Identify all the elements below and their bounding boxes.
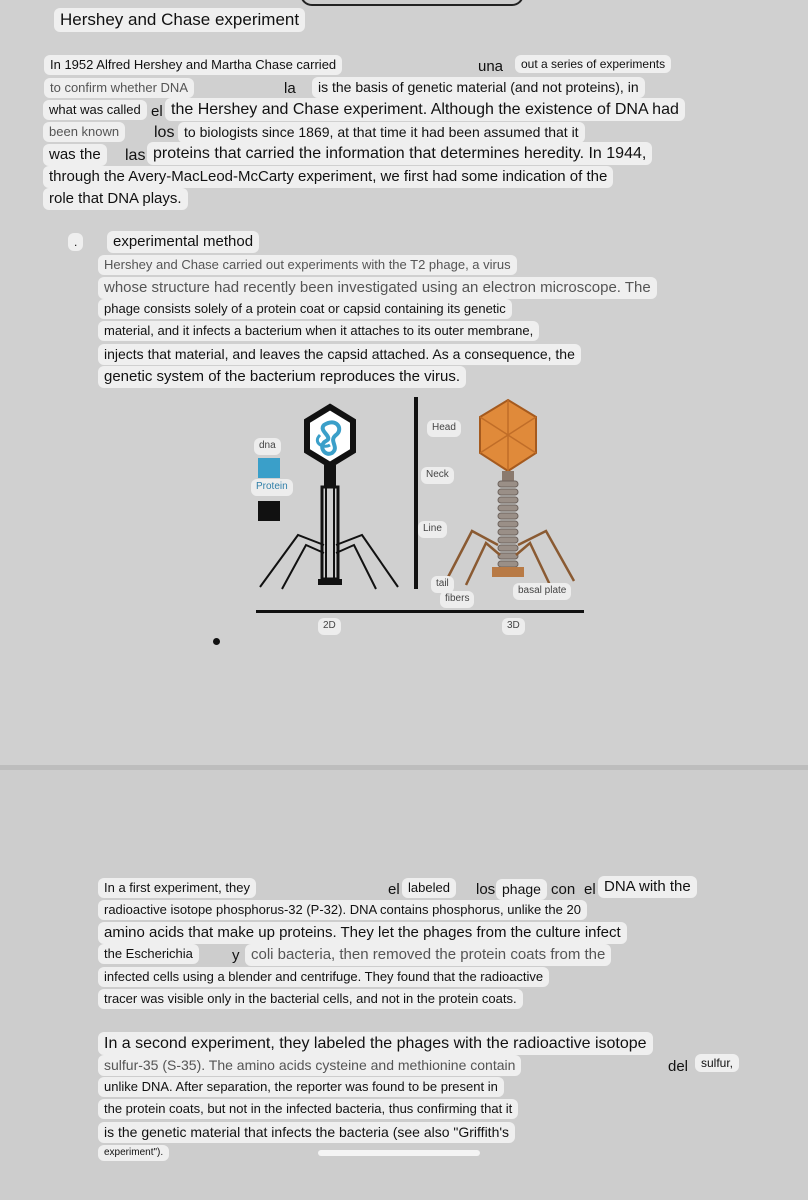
bullet-dot <box>213 638 220 645</box>
intro-line-5-rest: proteins that carried the information that determines heredity. In 1944, <box>147 142 652 165</box>
document-page-2 <box>0 770 808 1200</box>
phage-2d-icon <box>260 407 398 589</box>
intro-line-4: been known <box>43 122 125 142</box>
intro-line-1: In 1952 Alfred Hershey and Martha Chase carried <box>44 55 342 75</box>
label-fibers: fibers <box>440 591 474 608</box>
intro-line-2: to confirm whether DNA <box>44 78 194 98</box>
method-line-2: whose structure had recently been investigated using an electron microscope. The <box>98 277 657 299</box>
exp1-line-4-rest: coli bacteria, then removed the protein coats from the <box>245 944 611 966</box>
exp2-line-2-rest: sulfur, <box>695 1054 739 1072</box>
exp1-line-4: the Escherichia <box>98 944 199 964</box>
phage-figure <box>240 395 590 640</box>
divider-bar <box>414 397 418 589</box>
intro-word-las: las <box>125 147 146 164</box>
exp1-line-3: amino acids that make up proteins. They let the phages from the culture infect <box>98 922 627 944</box>
exp1-word-phage: phage <box>496 879 547 900</box>
method-heading: experimental method <box>107 231 259 253</box>
legend-dna-label: dna <box>254 438 281 455</box>
label-2d: 2D <box>318 618 341 635</box>
intro-line-5: was the <box>43 144 107 166</box>
label-3d: 3D <box>502 618 525 635</box>
label-line: Line <box>418 521 447 538</box>
intro-word-la: la <box>284 80 296 97</box>
document-title: Hershey and Chase experiment <box>54 8 305 32</box>
method-bullet: . <box>68 233 83 251</box>
intro-line-3-rest: the Hershey and Chase experiment. Although the existence of DNA had <box>165 98 685 121</box>
label-neck: Neck <box>421 467 454 484</box>
exp1-word-con: con <box>551 881 576 898</box>
label-tail: tail <box>431 576 454 593</box>
figure-baseline <box>256 610 584 613</box>
exp1-line-6: tracer was visible only in the bacterial cells, and not in the protein coats. <box>98 989 523 1009</box>
exp2-word-del: del <box>668 1058 689 1075</box>
intro-word-una: una <box>478 58 504 75</box>
device-notch <box>300 0 524 6</box>
label-head: Head <box>427 420 461 437</box>
legend-protein-swatch <box>258 501 280 521</box>
exp2-line-5: is the genetic material that infects the bacteria (see also "Griffith's <box>98 1122 515 1143</box>
exp1-word-y: y <box>232 947 240 964</box>
intro-word-el: el <box>151 103 163 120</box>
method-line-5: injects that material, and leaves the capsid attached. As a consequence, the <box>98 344 581 365</box>
exp1-line-1-rest: DNA with the <box>598 876 697 898</box>
intro-line-1-rest: out a series of experiments <box>515 55 671 73</box>
exp2-line-2: sulfur-35 (S-35). The amino acids cysteine and methionine contain <box>98 1055 521 1076</box>
method-line-1: Hershey and Chase carried out experiments with the T2 phage, a virus <box>98 255 517 275</box>
method-line-6: genetic system of the bacterium reproduces the virus. <box>98 366 466 388</box>
legend-protein-label: Protein <box>251 479 293 496</box>
exp2-line-6: experiment"). <box>98 1145 169 1161</box>
phage-figure-drawing <box>240 395 590 640</box>
exp2-line-3: unlike DNA. After separation, the reporter was found to be present in <box>98 1077 504 1097</box>
exp2-line-4: the protein coats, but not in the infected bacteria, thus confirming that it <box>98 1099 518 1119</box>
method-line-4: material, and it infects a bacterium when it attaches to its outer membrane, <box>98 321 539 341</box>
exp1-word-el-2: el <box>584 881 596 898</box>
intro-line-2-rest: is the basis of genetic material (and not proteins), in <box>312 77 645 98</box>
legend-dna-swatch <box>258 458 280 478</box>
exp1-word-el-1: el <box>388 881 400 898</box>
exp1-word-los: los <box>476 881 496 898</box>
exp1-line-2: radioactive isotope phosphorus-32 (P-32). DNA contains phosphorus, unlike the 20 <box>98 900 587 920</box>
intro-line-4-rest: to biologists since 1869, at that time it had been assumed that it <box>178 122 585 143</box>
intro-line-7: role that DNA plays. <box>43 188 188 210</box>
exp1-line-1: In a first experiment, they <box>98 878 256 898</box>
exp1-line-5: infected cells using a blender and centrifuge. They found that the radioactive <box>98 967 549 987</box>
home-indicator[interactable] <box>318 1150 480 1156</box>
exp1-word-labeled: labeled <box>402 878 456 898</box>
exp2-line-1: In a second experiment, they labeled the phages with the radioactive isotope <box>98 1032 653 1055</box>
intro-line-6: through the Avery-MacLeod-McCarty experiment, we first had some indication of the <box>43 166 613 188</box>
phage-3d-icon <box>446 400 574 585</box>
method-line-3: phage consists solely of a protein coat or capsid containing its genetic <box>98 299 512 319</box>
label-basal-plate: basal plate <box>513 583 571 600</box>
intro-line-3: what was called <box>43 100 147 120</box>
intro-word-los: los <box>154 124 175 141</box>
